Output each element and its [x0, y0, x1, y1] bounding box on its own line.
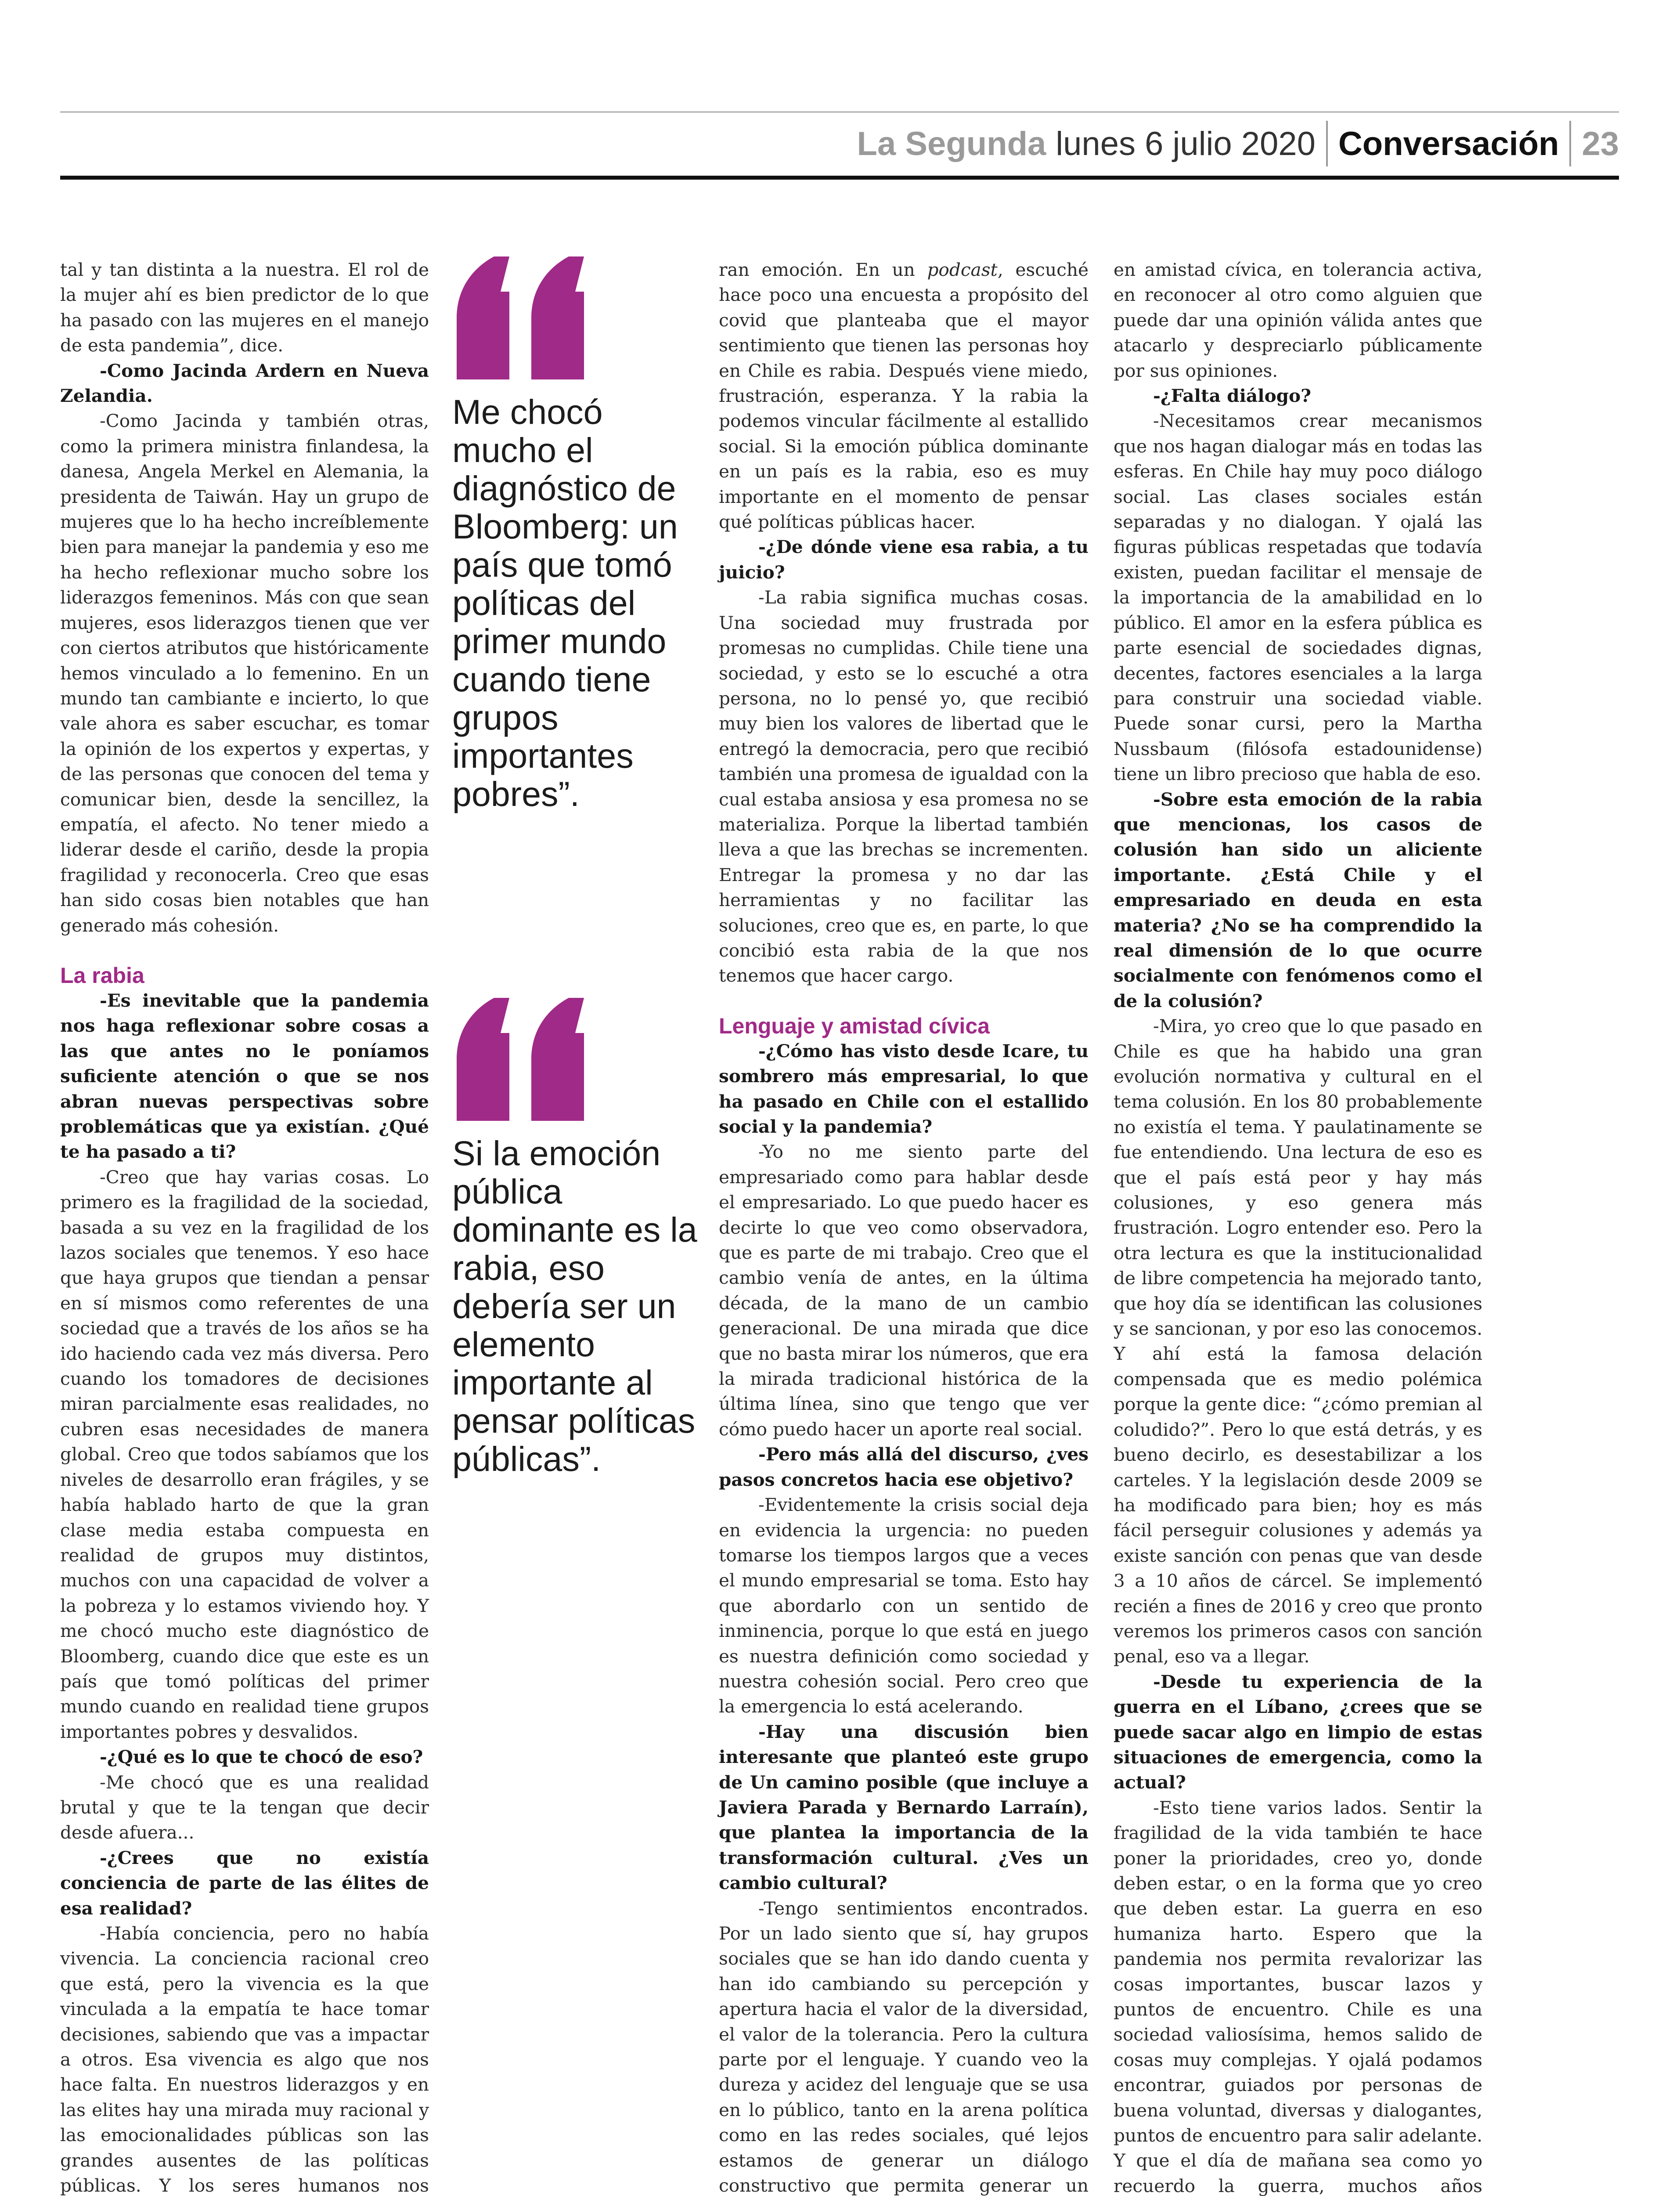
header-divider — [1569, 121, 1571, 166]
paragraph: en amistad cívica, en tolerancia activa, en reconocer al otro como alguien que puede dar una opinión válida antes que atacarlo y despreciarlo públicamente por sus opiniones. — [1114, 259, 1482, 381]
page-number: 23 — [1582, 125, 1619, 163]
interview-question: -¿De dónde viene esa rabia, a tu juicio? — [719, 536, 1089, 583]
article-column-3 — [719, 257, 1089, 2196]
italic-term: podcast — [927, 259, 998, 280]
interview-question: -¿Falta diálogo? — [1153, 385, 1311, 407]
newspaper-brand: La Segunda — [857, 125, 1046, 163]
section-heading: La rabia — [60, 963, 144, 988]
paragraph: -Había conciencia, pero no había vivencia. La conciencia racional creo que está, pero la vivencia es la que vinculada a la empatía te hace tomar decisiones, sabiendo que vas a impactar a otros. Esa vivencia es algo que nos hace falta. En nuestros liderazgos y en las elites hay una mirada muy racional y las emocionalidades públicas son las grandes ausentes de las políticas públicas. Y los seres humanos nos — [60, 1923, 429, 2196]
paragraph: -Me chocó que es una realidad brutal y que te la tengan que decir desde afuera... — [60, 1771, 429, 1843]
paragraph — [719, 257, 1089, 535]
interview-question: -Como Jacinda Ardern en Nueva Zelandia. — [60, 360, 429, 407]
pull-quote-2 — [452, 993, 698, 1478]
paragraph: tal y tan distinta a la nuestra. El rol de la mujer ahí es bien predictor de lo que ha pasado con las mujeres en el manejo de esta pandemia”, dice. — [60, 259, 429, 356]
interview-question: -Sobre esta emoción de la rabia que mencionas, los casos de colusión han sido un aliciente importante. ¿Está Chile y el empresariado en deuda en esta materia? ¿No se ha comprendido la real dimensión de lo que ocurre socialmente con fenómenos como el de la colusión? — [1114, 788, 1482, 1011]
interview-question: -Pero más allá del discurso, ¿ves pasos concretos hacia ese objetivo? — [719, 1444, 1089, 1490]
pull-quote-text: Si la emoción pública dominante es la rabia, eso debería ser un elemento importante al pensar políticas públicas”. — [452, 1134, 697, 1478]
paragraph: -Creo que hay varias cosas. Lo primero es la fragilidad de la sociedad, basada a su vez en la fragilidad de los lazos sociales que tenemos. Y eso hace que haya grupos que tiendan a pensar en sí mismos como referentes de una sociedad que a través de los años se ha ido haciendo cada vez más diversa. Pero cuando los tomadores de decisiones miran parcialmente esas realidades, no cubren esas necesidades de manera global. Creo que todos sabíamos que los niveles de desarrollo eran frágiles, y se había hablado harto de que la gran clase media estaba compuesta en realidad de grupos muy distintos, muchos con una capacidad de volver a la pobreza y lo estamos viviendo hoy. Y me chocó mucho este diagnóstico de Bloomberg, cuando dice que este es un país que tomó políticas del primer mundo cuando en realidad tiene grupos importantes pobres y desvalidos. — [60, 1166, 429, 1742]
paragraph: -Evidentemente la crisis social deja en evidencia la urgencia: no pueden tomarse los tiempos largos que a veces el mundo empresarial se toma. Esto hay que abordarlo con un sentido de inminencia, porque lo que está en juego es nuestra definición como sociedad y nuestra cohesión social. Pero creo que la emergencia lo está acelerando. — [719, 1494, 1089, 1717]
header-divider — [1326, 121, 1328, 166]
pull-quote-text: Me chocó mucho el diagnóstico de Bloomberg: un país que tomó políticas del primer mundo cuando tiene grupos importantes pobres”. — [452, 392, 678, 813]
quote-mark-icon — [452, 252, 588, 384]
section-title: Conversación — [1338, 125, 1559, 163]
header-bottom-rule — [60, 176, 1619, 180]
paragraph: -Como Jacinda y también otras, como la primera ministra finlandesa, la danesa, Angela Merkel en Alemania, la presidenta de Taiwán. Hay un grupo de mujeres que lo ha hecho increíblemente bien para manejar la pandemia y eso me ha hecho reflexionar mucho sobre los liderazgos femeninos. Más con que sean mujeres, esos liderazgos tienen que ver con ciertos atributos que históricamente hemos vinculado a lo femenino. En un mundo tan cambiante e incierto, lo que vale ahora es saber escuchar, es tomar la opinión de los expertos y expertas, y de las personas que conocen del tema y comunicar bien, desde la sencillez, la empatía, el afecto. No tener miedo a liderar desde el cariño, desde la propia fragilidad y reconocerla. Creo que esas han sido cosas bien notables que han generado más cohesión. — [60, 410, 429, 936]
interview-question: -Es inevitable que la pandemia nos haga reflexionar sobre cosas a las que antes no le poníamos suficiente atención o que se nos abran nuevas perspectivas sobre problemáticas que ya existían. ¿Qué te ha pasado a ti? — [60, 990, 429, 1163]
paragraph-text: , escuché hace poco una encuesta a propósito del covid que planteaba que el mayor sentimiento que tienen las personas hoy en Chile es rabia. Después viene miedo, frustración, esperanza. Y la rabia la podemos vincular fácilmente al estallido social. Si la emoción pública dominante en un país es la rabia, eso es muy importante en el momento de pensar qué políticas públicas hacer. — [719, 259, 1089, 533]
paragraph: -Necesitamos crear mecanismos que nos hagan dialogar más en todas las esferas. En Chile hay muy poco diálogo social. Las clases sociales están separadas y no dialogan. Y ojalá las figuras públicas respetadas que todavía existen, puedan facilitar el mensaje de la importancia de la amabilidad en lo público. El amor en la esfera pública es parte esencial de sociedades dignas, decentes, factores esenciales a la larga para construir una sociedad viable. Puede sonar cursi, pero la Martha Nussbaum (filósofa estadounidense) tiene un libro precioso que habla de eso. — [1114, 410, 1482, 785]
interview-question: -¿Cómo has visto desde Icare, tu sombrero más empresarial, lo que ha pasado en Chile con el estallido social y la pandemia? — [719, 1040, 1089, 1137]
paragraph-text: ran emoción. En un — [719, 259, 927, 280]
page-header — [857, 115, 1619, 172]
paragraph: -La rabia significa muchas cosas. Una sociedad muy frustrada por promesas no cumplidas. Chile tiene una sociedad, y esto se lo escuché a otra persona, no lo pensé yo, que recibió muy bien los valores de libertad que le entregó la democracia, pero que recibió también una promesa de igualdad con la cual estaba ansiosa y esa promesa no se materializa. Porque la libertad también lleva a que las brechas se incrementen. Entregar la promesa y no dar las herramientas y no facilitar las soluciones, creo que es, en parte, lo que concibió esta rabia de la que nos tenemos que hacer cargo. — [719, 587, 1089, 986]
section-heading: Lenguaje y amistad cívica — [719, 1013, 990, 1038]
interview-question: -Desde tu experiencia de la guerra en el Líbano, ¿crees que se puede sacar algo en limpio de estas situaciones de emergencia, como la actual? — [1114, 1671, 1482, 1793]
interview-question: -¿Qué es lo que te chocó de eso? — [100, 1746, 423, 1768]
interview-question: -¿Crees que no existía conciencia de parte de las élites de esa realidad? — [60, 1847, 429, 1919]
header-top-rule — [60, 111, 1619, 113]
paragraph: -Mira, yo creo que lo que pasado en Chile es que ha habido una gran evolución normativa y cultural en el tema colusión. En los 80 probablemente no existía el tema. Y paulatinamente se fue entendiendo. Una lectura de eso es que el país está peor y hay más colusiones, y eso genera más frustración. Logro entender eso. Pero la otra lectura es que la institucionalidad de libre competencia ha mejorado tanto, que hoy día se identifican las colusiones y se sancionan, y por eso las conocemos. Y ahí está la famosa delación compensada que es medio polémica porque la gente dice: “¿cómo premian al coludido?”. Pero lo que está detrás, y es bueno decirlo, es desestabilizar a los carteles. Y la legislación desde 2009 se ha modificado para bien; hoy es más fácil perseguir colusiones y además ya existe sanción con penas que van desde 3 a 10 años de cárcel. Se implementó recién a fines de 2016 y creo que pronto veremos los primeros casos con sanción penal, eso va a llegar. — [1114, 1015, 1482, 1667]
quote-mark-icon — [452, 993, 588, 1125]
paragraph: -Tengo sentimientos encontrados. Por un lado siento que sí, hay grupos sociales que se han ido dando cuenta y han ido cambiando su percepción y apertura hacia el valor de la diversidad, el valor de la tolerancia. Pero la cultura parte por el lenguaje. Y cuando veo la dureza y acidez del lenguaje que se usa en lo público, tanto en la arena política como en las redes sociales, qué lejos estamos de generar un diálogo constructivo que permita generar un — [719, 1897, 1089, 2196]
paragraph: -Yo no me siento parte del empresariado como para hablar desde el empresariado. Lo que puedo hacer es decirte lo que veo como observadora, que es parte de mi trabajo. Creo que el cambio venía de antes, en la última década, de la mano de un cambio generacional. De una mirada que dice que no basta mirar los números, que era la mirada tradicional histórica de la última línea, sino que tengo que ver cómo puedo hacer un aporte real social. — [719, 1141, 1089, 1440]
pull-quote-1 — [452, 252, 698, 813]
article-column-4 — [1114, 257, 1482, 2196]
article-column-1 — [60, 257, 429, 2196]
interview-question: -Hay una discusión bien interesante que planteó este grupo de Un camino posible (que incluye a Javiera Parada y Bernardo Larraín), que plantea la importancia de la transformación cultural. ¿Ves un cambio cultural? — [719, 1721, 1089, 1894]
issue-date: lunes 6 julio 2020 — [1056, 125, 1316, 163]
paragraph: -Esto tiene varios lados. Sentir la fragilidad de la vida también te hace poner la prioridades, creo yo, donde deben estar, o en la forma que yo creo que deben estar. La guerra en eso humaniza harto. Espero que la pandemia nos permita revalorizar las cosas importantes, buscar lazos y puntos de encuentro. Chile es una sociedad valiosísima, hemos salido de cosas muy complejas. Y ojalá podamos encontrar, guiados por personas de buena voluntad, diversas y dialogantes, puntos de encuentro para salir adelante. Y que el día de mañana sea como yo recuerdo la guerra, muchos años — [1114, 1797, 1482, 2196]
